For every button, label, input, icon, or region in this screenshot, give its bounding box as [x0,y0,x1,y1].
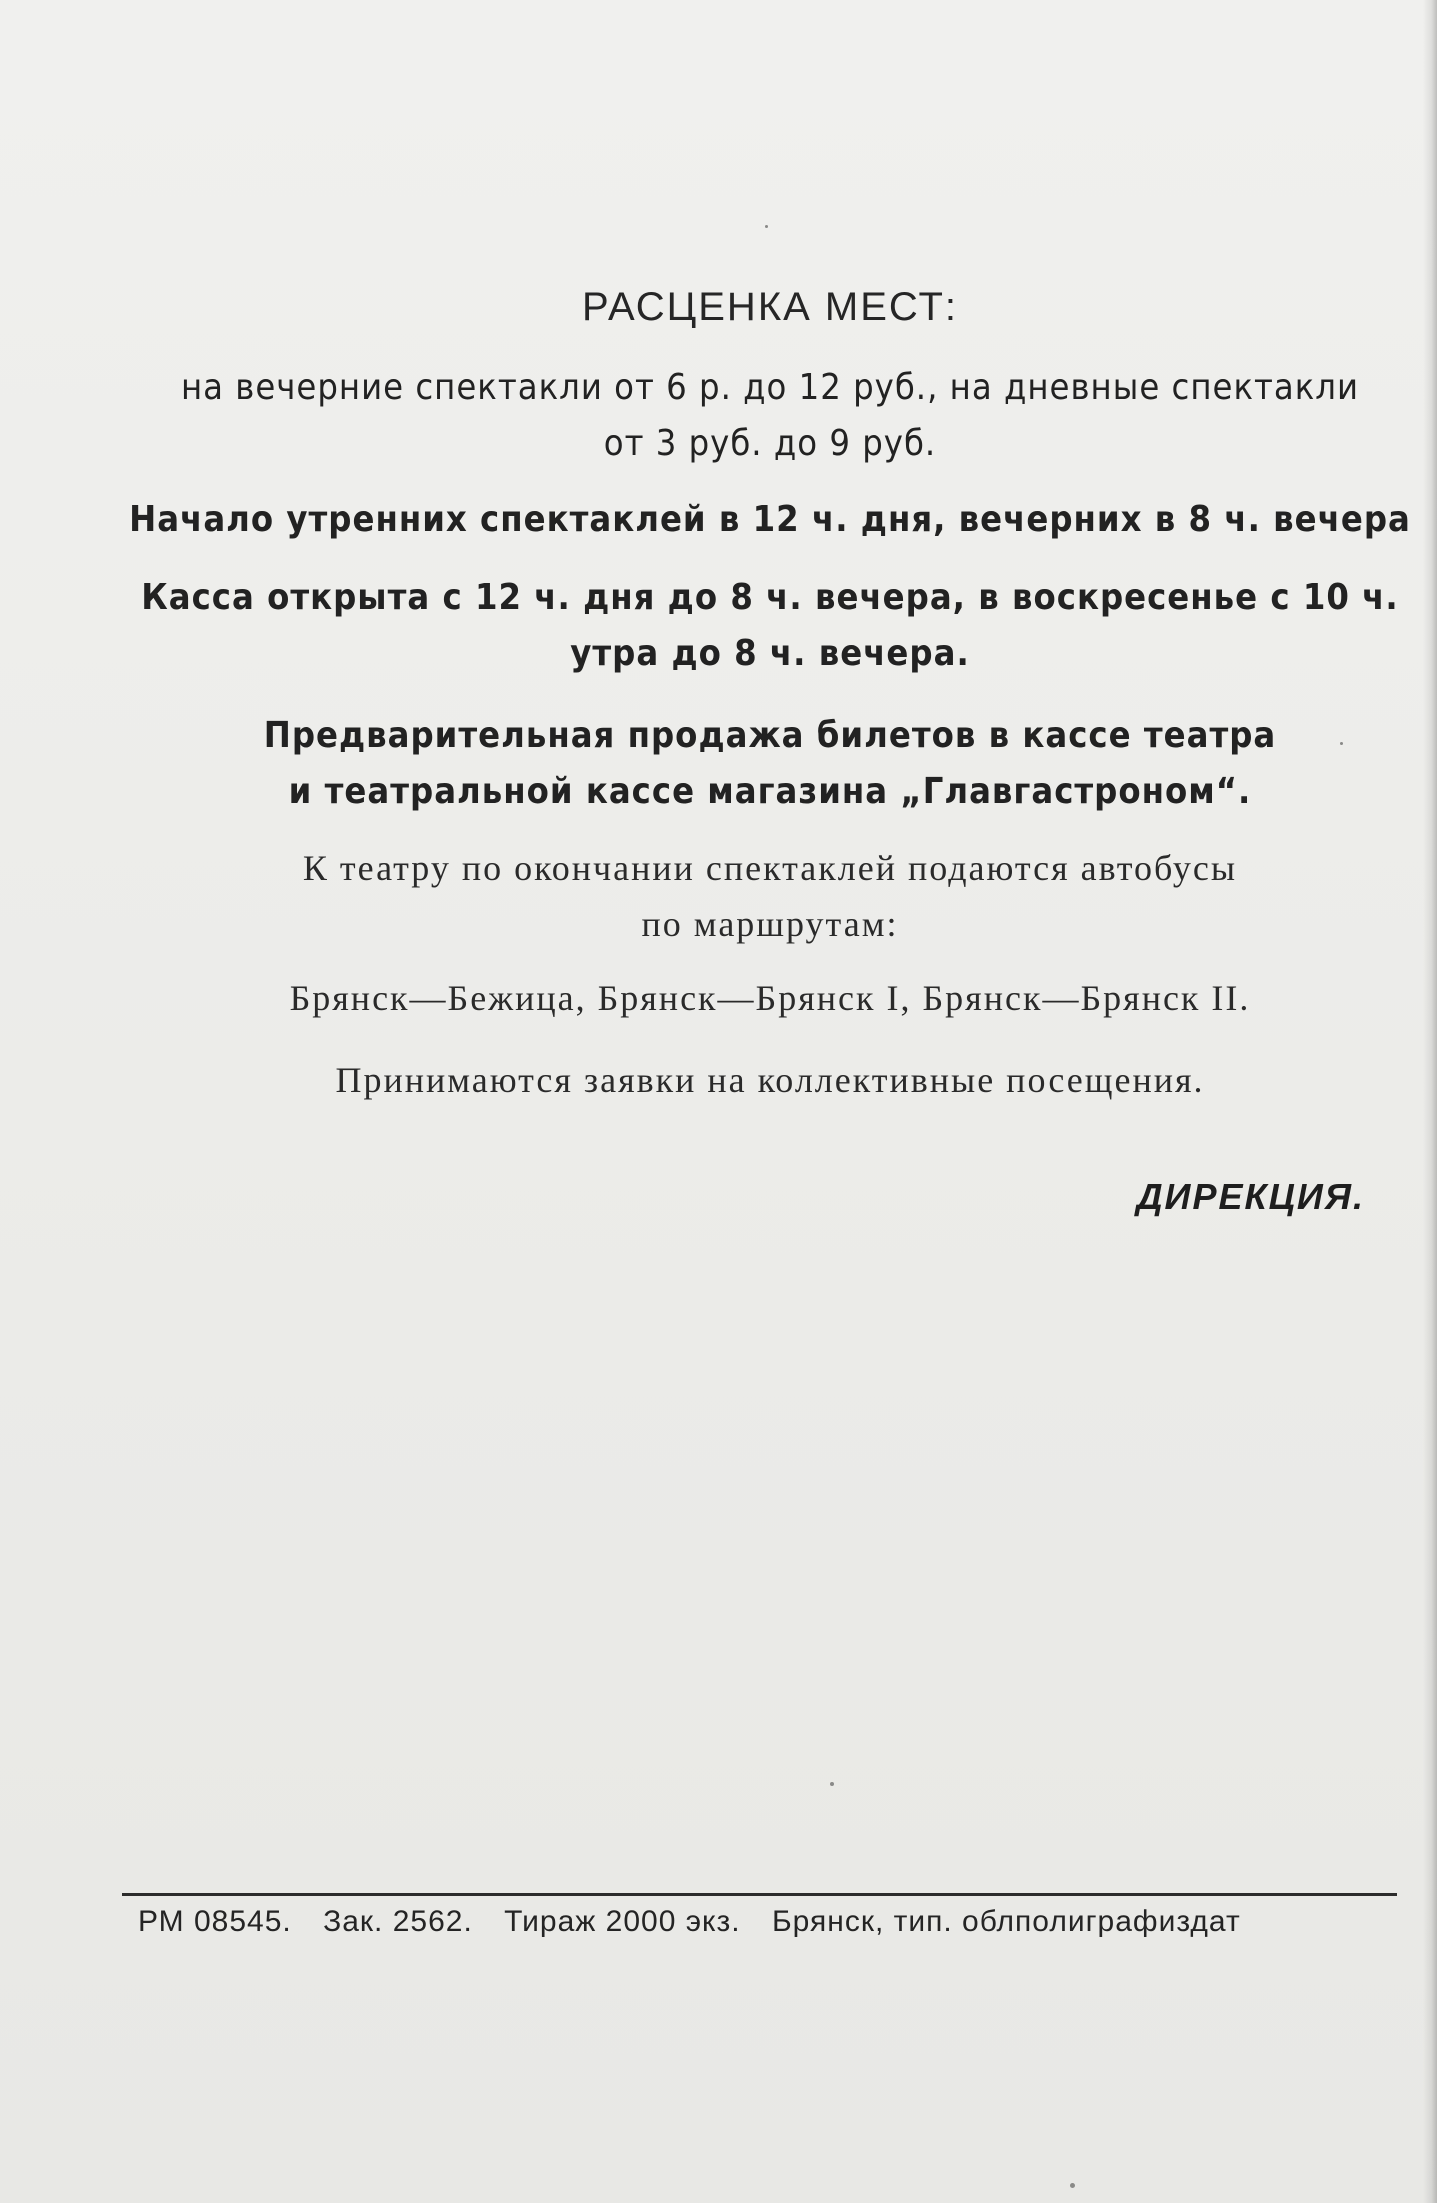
paper-speck [1070,2183,1075,2188]
paper-speck [765,225,768,228]
box-office-line-1: Касса открыта с 12 ч. дня до 8 ч. вечера, в воскресенье с 10 ч. [141,577,1399,618]
page-edge-shadow [1423,0,1437,2203]
prices-section [120,360,1420,472]
routes-line: Брянск—Бежица, Брянск—Брянск I, Брянск—Брянск II. [289,978,1251,1018]
start-times-line: Начало утренних спектаклей в 12 ч. дня, вечерних в 8 ч. вечера [129,499,1411,540]
prices-line-2: от 3 руб. до 9 руб. [603,423,937,464]
presale-line-1: Предварительная продажа билетов в кассе театра [263,715,1277,756]
paper-speck [830,1782,834,1786]
buses-line-1: К театру по окончании спектаклей подаются автобусы [302,848,1238,888]
imprint-order: Зак. 2562. [323,1905,473,1938]
imprint-permit: РМ 08545. [138,1905,292,1938]
footer-divider [122,1893,1397,1896]
buses-line-2: по маршрутам: [641,904,899,944]
presale-line-2: и театральной кассе магазина „Главгастроном“. [288,771,1252,812]
group-visits-line: Принимаются заявки на коллективные посещения. [335,1060,1205,1100]
page-title: РАСЦЕНКА МЕСТ: [581,285,959,329]
imprint-printer: Брянск, тип. облполиграфиздат [771,1905,1241,1938]
presale-section [120,708,1420,820]
buses-section [120,840,1420,952]
signature-direction: ДИРЕКЦИЯ. [1136,1176,1365,1217]
imprint-run: Тираж 2000 экз. [504,1905,741,1938]
prices-line-1: на вечерние спектакли от 6 р. до 12 руб., на дневные спектакли [180,367,1360,408]
paper-speck [1340,742,1343,745]
box-office-line-2: утра до 8 ч. вечера. [570,633,970,674]
box-office-section [120,570,1420,682]
printer-imprint [138,1900,1408,1944]
